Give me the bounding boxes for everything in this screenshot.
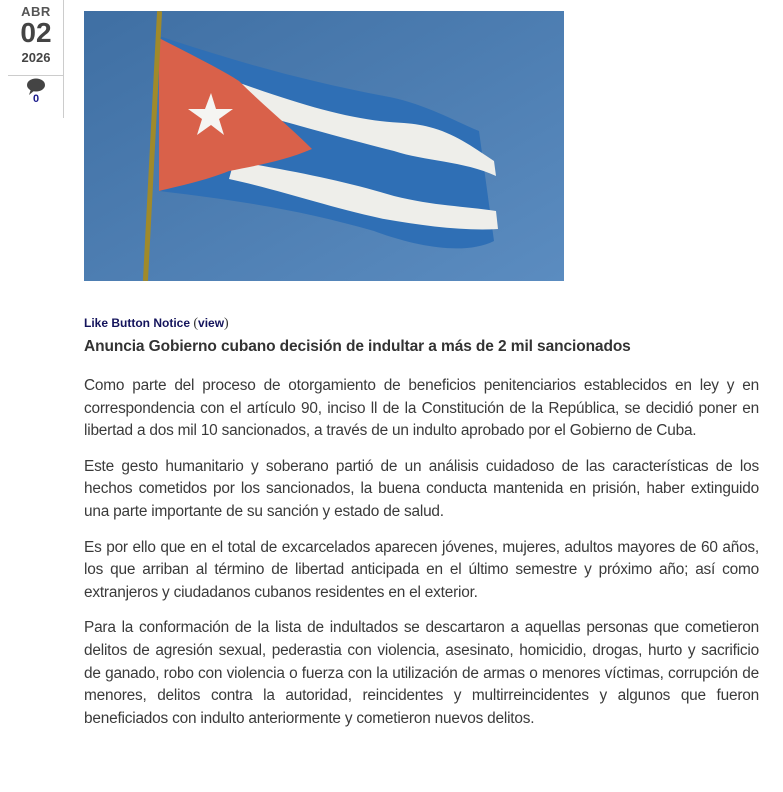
article-title: Anuncia Gobierno cubano decisión de indultar a más de 2 mil sancionados — [84, 338, 631, 355]
article-paragraph: Como parte del proceso de otorgamiento de beneficios penitenciarios establecidos en ley y en correspondencia con el artículo 90, inciso ll de la Constitución de la República, se decidió poner en libertad a dos mil 10 sancionados, a través de un indulto aprobado por el Gobierno de Cuba. — [84, 377, 759, 440]
date-day: 02 — [20, 17, 52, 48]
like-button-notice: Like Button Notice (view) — [84, 316, 229, 331]
date-block — [0, 0, 64, 118]
view-link[interactable]: view — [198, 316, 225, 330]
notice-label: Like Button Notice — [84, 316, 191, 330]
comment-count[interactable]: 0 — [32, 93, 40, 105]
date-month: ABR — [21, 4, 51, 19]
article-body — [84, 375, 759, 743]
article-paragraph: Es por ello que en el total de excarcelados aparecen jóvenes, mujeres, adultos mayores de 60 años, los que arriban al término de libertad anticipada en el último semestre y próximo año; así como extranjeros y ciudadanos cubanos residentes en el exterior. — [84, 538, 759, 601]
divider — [8, 75, 64, 76]
article-paragraph: Para la conformación de la lista de indultados se descartaron a aquellas personas que cometieron delitos de agresión sexual, pederastia con violencia, asesinato, homicidio, drogas, hurto y sacrificio de ganado, robo con violencia o fuerza con la utilización de armas o menores víctimas, corrupción de menores, delitos contra la autoridad, reincidentes y multirreincidentes y algunos que fueron beneficiados con indulto anteriormente y cometieron nuevos delitos. — [84, 619, 759, 727]
article-paragraph: Este gesto humanitario y soberano partió de un análisis cuidadoso de las características de los hechos cometidos por los sancionados, la buena conducta mantenida en prisión, haber extinguido una parte importante de su sanción y estado de salud. — [84, 457, 759, 520]
date-year: 2026 — [21, 50, 51, 65]
article-image-cuban-flag — [84, 11, 564, 281]
